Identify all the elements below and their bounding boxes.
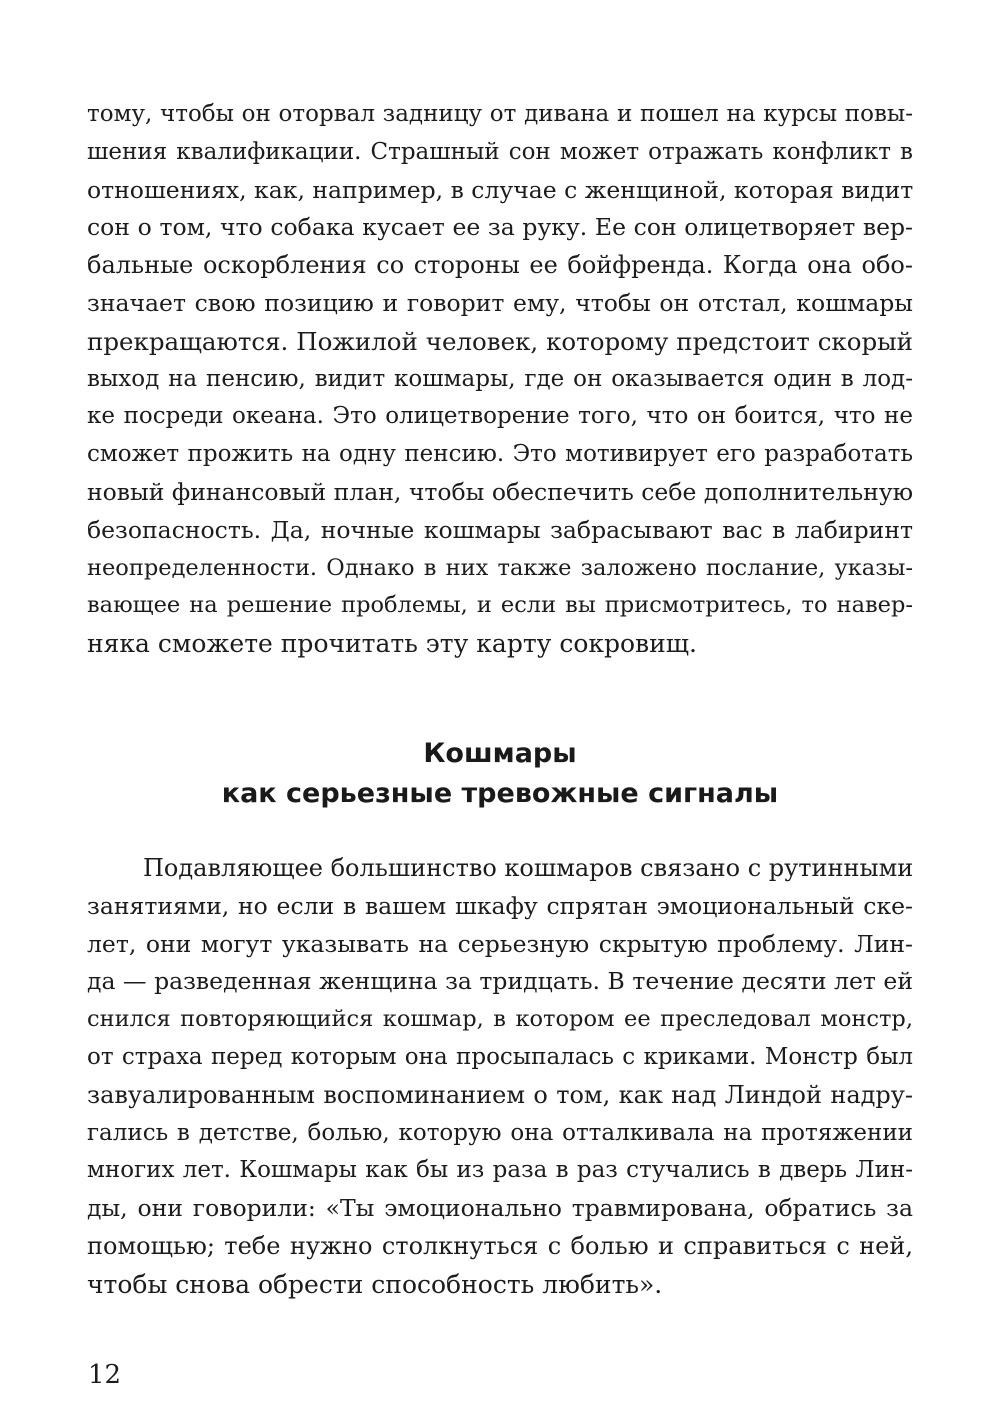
paragraph-line: лет, они могут указывать на серьезную скрытую проблему. Лин- [87,929,913,958]
paragraph-line: гались в детстве, болью, которую она отталкивала на протяжении [87,1119,913,1146]
paragraph-line: вающее на решение проблемы, и если вы присмотритесь, то навер- [87,592,913,619]
paragraph-line: значает свою позицию и говорит ему, чтобы он отстал, кошмары [87,288,913,317]
paragraph-line: выход на пенсию, видит кошмары, где он оказывается один в лод- [87,365,913,392]
paragraph-line: снился повторяющийся кошмар, в котором ее преследовал монстр, [87,1006,913,1033]
paragraph-line: новый финансовый план, чтобы обеспечить себе дополнительную [87,477,914,506]
paragraph-line: сон о том, что собака кусает ее за руку. Ее сон олицетворяет вер- [87,213,913,242]
paragraph-line: шения квалификации. Страшный сон может отражать конфликт в [87,138,913,165]
paragraph-line: Подавляющее большинство кошмаров связано с рутинными [143,854,914,882]
paragraph-line: чтобы снова обрести способность любить». [87,1269,663,1299]
paragraph-line: ке посреди океана. Это олицетворение того, что он боится, что не [87,403,913,430]
paragraph-line: сможет прожить на одну пенсию. Это мотивирует его разработать [87,441,913,468]
paragraph-line: завуалированным воспоминанием о том, как над Линдой надру- [87,1080,913,1109]
paragraph-line: отношениях, как, например, в случае с женщиной, которая видит [87,175,914,204]
paragraph-line: прекращаются. Пожилой человек, которому предстоит скорый [87,326,913,356]
paragraph-line: тому, чтобы он оторвал задницу от дивана и пошел на курсы повы- [87,101,913,127]
section-heading-line-1: Кошмары [423,738,577,769]
paragraph-line: занятиями, но если в вашем шкафу спрятан эмоциональный ске- [87,891,913,920]
page-number: 12 [88,1360,122,1390]
paragraph-line: бальные оскорбления со стороны ее бойфренда. Когда она обо- [87,251,913,280]
paragraph-line: да — разведенная женщина за тридцать. В течение десяти лет ей [87,967,913,996]
paragraph-line: безопасность. Да, ночные кошмары забрасывают вас в лабиринт [87,515,913,544]
paragraph-line: от страха перед которым она просыпалась с криками. Монстр был [87,1043,913,1070]
paragraph-line: няка сможете прочитать эту карту сокровищ. [87,629,697,659]
paragraph-line: ды, они говорили: «Ты эмоционально травмирована, обратись за [87,1194,913,1223]
paragraph-line: неопределенности. Однако в них также заложено послание, указы- [87,554,913,581]
body-paragraph-1 [87,96,913,663]
paragraph-line: помощью; тебе нужно столкнуться с болью и справиться с ней, [87,1231,913,1260]
section-heading-line-2: как серьезные тревожные сигналы [221,778,779,809]
paragraph-line: многих лет. Кошмары как бы из раза в раз стучались в дверь Лин- [87,1157,913,1184]
body-paragraph-2 [87,850,913,1304]
